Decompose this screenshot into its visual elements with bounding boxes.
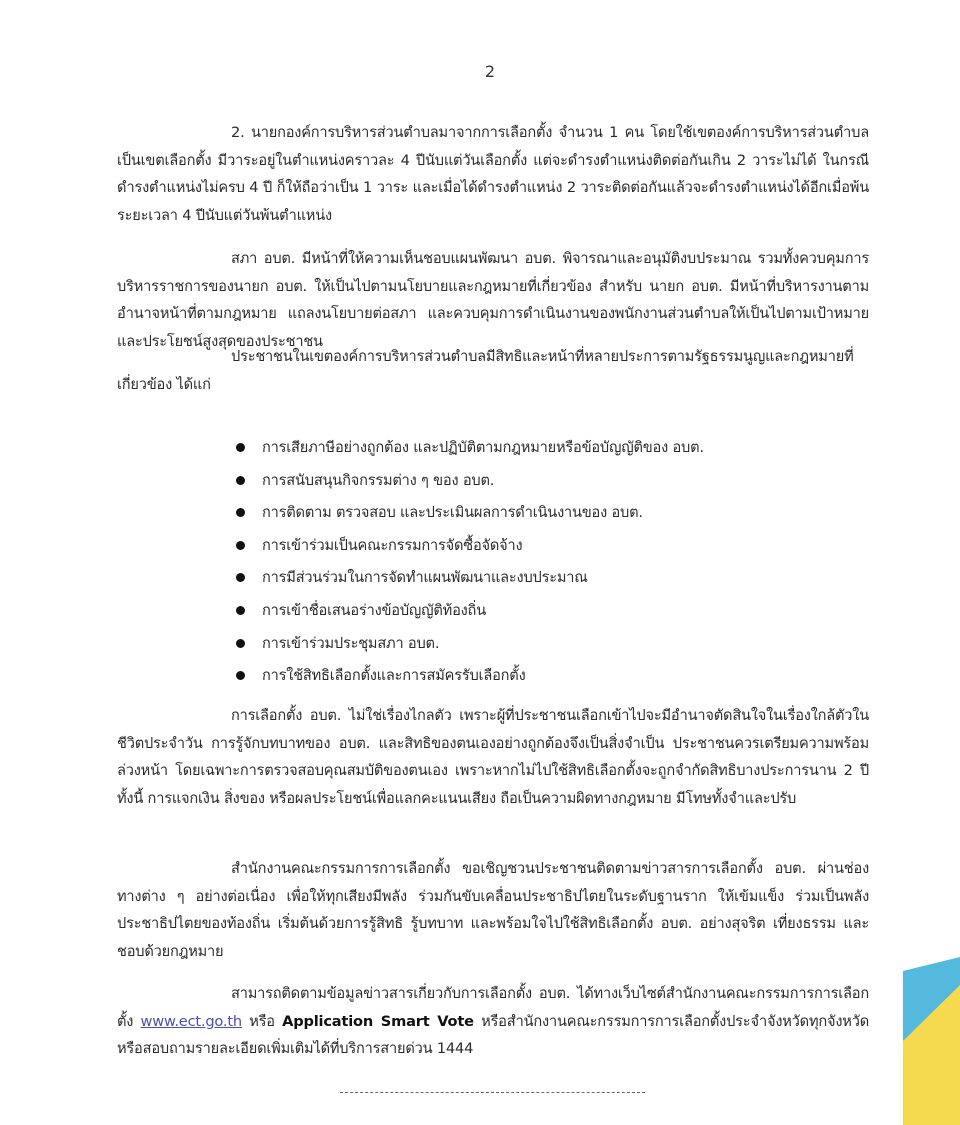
- paragraph-text: หรือสำนักงานคณะกรรมการการเลือกตั้งประจำจังหวัดทุกจังหวัด หรือสอบถามรายละเอียดเพิ่มเติมได้ที่บริการสายด่วน 1444: [117, 1012, 869, 1058]
- list-item: [233, 562, 704, 595]
- list-item-text: การมีส่วนร่วมในการจัดทำแผนพัฒนาและงบประมาณ: [262, 569, 588, 587]
- bullet-icon: [236, 671, 245, 680]
- paragraph-council-duties: [117, 245, 869, 355]
- list-item: [233, 497, 704, 530]
- list-item: [233, 628, 704, 661]
- list-item-text: การใช้สิทธิเลือกตั้งและการสมัครรับเลือกตั้ง: [262, 667, 526, 685]
- paragraph-election-importance: [117, 702, 869, 812]
- list-item: [233, 530, 704, 563]
- paragraph-contact-info: [117, 980, 869, 1063]
- bullet-icon: [236, 476, 245, 485]
- list-item: [233, 432, 704, 465]
- paragraph-citizen-rights-intro: [117, 343, 869, 398]
- list-item-text: การเข้าร่วมเป็นคณะกรรมการจัดซื้อจัดจ้าง: [262, 536, 523, 554]
- list-item: [233, 595, 704, 628]
- list-item-text: การเสียภาษีอย่างถูกต้อง และปฏิบัติตามกฎหมายหรือข้อบัญญัติของ อบต.: [262, 439, 704, 456]
- paragraph-text: หรือ: [241, 1012, 283, 1030]
- paragraph-text: สามารถติดตามข้อมูลข่าวสารเกี่ยวกับการเลือกตั้ง อบต. ได้ทางเว็บไซต์สำนักงานคณะกรรมการการเลือกตั้ง: [117, 985, 869, 1030]
- end-separator-line: [340, 1092, 645, 1093]
- bullet-icon: [236, 541, 245, 550]
- page-number: 2: [484, 62, 496, 81]
- list-item: [233, 465, 704, 498]
- list-item-text: การเข้าชื่อเสนอร่างข้อบัญญัติท้องถิ่น: [262, 601, 486, 619]
- rights-list: [233, 432, 704, 693]
- bullet-icon: [236, 443, 245, 452]
- ect-website-link[interactable]: www.ect.go.th: [140, 1012, 242, 1030]
- list-item-text: การสนับสนุนกิจกรรมต่าง ๆ ของ อบต.: [262, 471, 495, 489]
- paragraph-text: สภา อบต. มีหน้าที่ให้ความเห็นชอบแผนพัฒนา อบต. พิจารณาและอนุมัติงบประมาณ รวมทั้งควบคุมการบริหารราชการของนายก อบต. ให้เป็นไปตามนโยบายและกฎหมายที่เกี่ยวข้อง สำหรับ นายก อบต. มีหน้าที่บริหารงานตามอำนาจหน้าที่ตามกฎหมาย แถลงนโยบายต่อสภา และควบคุมการดำเนินงานของพนักงานส่วนตำบลให้เป็นไปตามเป้าหมายและประโยชน์สูงสุดของประชาชน: [117, 250, 869, 350]
- paragraph-text: การเลือกตั้ง อบต. ไม่ใช่เรื่องไกลตัว เพราะผู้ที่ประชาชนเลือกเข้าไปจะมีอำนาจตัดสินใจในเรื่องใกล้ตัวในชีวิตประจำวัน การรู้จักบทบาทของ อบต. และสิทธิของตนเองอย่างถูกต้องจึงเป็นสิ่งจำเป็น ประชาชนควรเตรียมความพร้อมล่วงหน้า โดยเฉพาะการตรวจสอบคุณสมบัติของตนเอง เพราะหากไม่ไปใช้สิทธิเลือกตั้งจะถูกจำกัดสิทธิบางประการนาน 2 ปี ทั้งนี้ การแจกเงิน สิ่งของ หรือผลประโยชน์เพื่อแลกคะแนนเสียง ถือเป็นความผิดทางกฎหมาย มีโทษทั้งจำและปรับ: [117, 707, 869, 807]
- bullet-icon: [236, 573, 245, 582]
- list-item: [233, 660, 704, 693]
- list-item-text: การเข้าร่วมประชุมสภา อบต.: [262, 634, 440, 652]
- paragraph-mayor-term: [117, 119, 869, 229]
- smart-vote-app-name: Application Smart Vote: [282, 1012, 474, 1030]
- paragraph-text: 2. นายกองค์การบริหารส่วนตำบลมาจากการเลือกตั้ง จำนวน 1 คน โดยใช้เขตองค์การบริหารส่วนตำบลเป็นเขตเลือกตั้ง มีวาระอยู่ในตำแหน่งคราวละ 4 ปีนับแต่วันเลือกตั้ง แต่จะดำรงตำแหน่งติดต่อกันเกิน 2 วาระไม่ได้ ในกรณีดำรงตำแหน่งไม่ครบ 4 ปี ก็ให้ถือว่าเป็น 1 วาระ และเมื่อได้ดำรงตำแหน่ง 2 วาระติดต่อกันแล้วจะดำรงตำแหน่งได้อีกเมื่อพ้นระยะเวลา 4 ปีนับแต่วันพ้นตำแหน่ง: [117, 124, 869, 224]
- bullet-icon: [236, 606, 245, 615]
- paragraph-text: ประชาชนในเขตองค์การบริหารส่วนตำบลมีสิทธิและหน้าที่หลายประการตามรัฐธรรมนูญและกฎหมายที่เกี่ยวข้อง ได้แก่: [117, 348, 854, 393]
- list-item-text: การติดตาม ตรวจสอบ และประเมินผลการดำเนินงานของ อบต.: [262, 504, 643, 522]
- bullet-icon: [236, 508, 245, 517]
- paragraph-text: สำนักงานคณะกรรมการการเลือกตั้ง ขอเชิญชวนประชาชนติดตามข่าวสารการเลือกตั้ง อบต. ผ่านช่องทางต่าง ๆ อย่างต่อเนื่อง เพื่อให้ทุกเสียงมีพลัง ร่วมกันขับเคลื่อนประชาธิปไตยในระดับฐานราก ให้เข้มแข็ง ร่วมเป็นพลังประชาธิปไตยของท้องถิ่น เริ่มต้นด้วยการรู้สิทธิ รู้บทบาท และพร้อมใจไปใช้สิทธิเลือกตั้ง อบต. อย่างสุจริต เที่ยงธรรม และชอบด้วยกฎหมาย: [117, 860, 869, 960]
- bullet-icon: [236, 639, 245, 648]
- paragraph-ect-invitation: [117, 855, 869, 965]
